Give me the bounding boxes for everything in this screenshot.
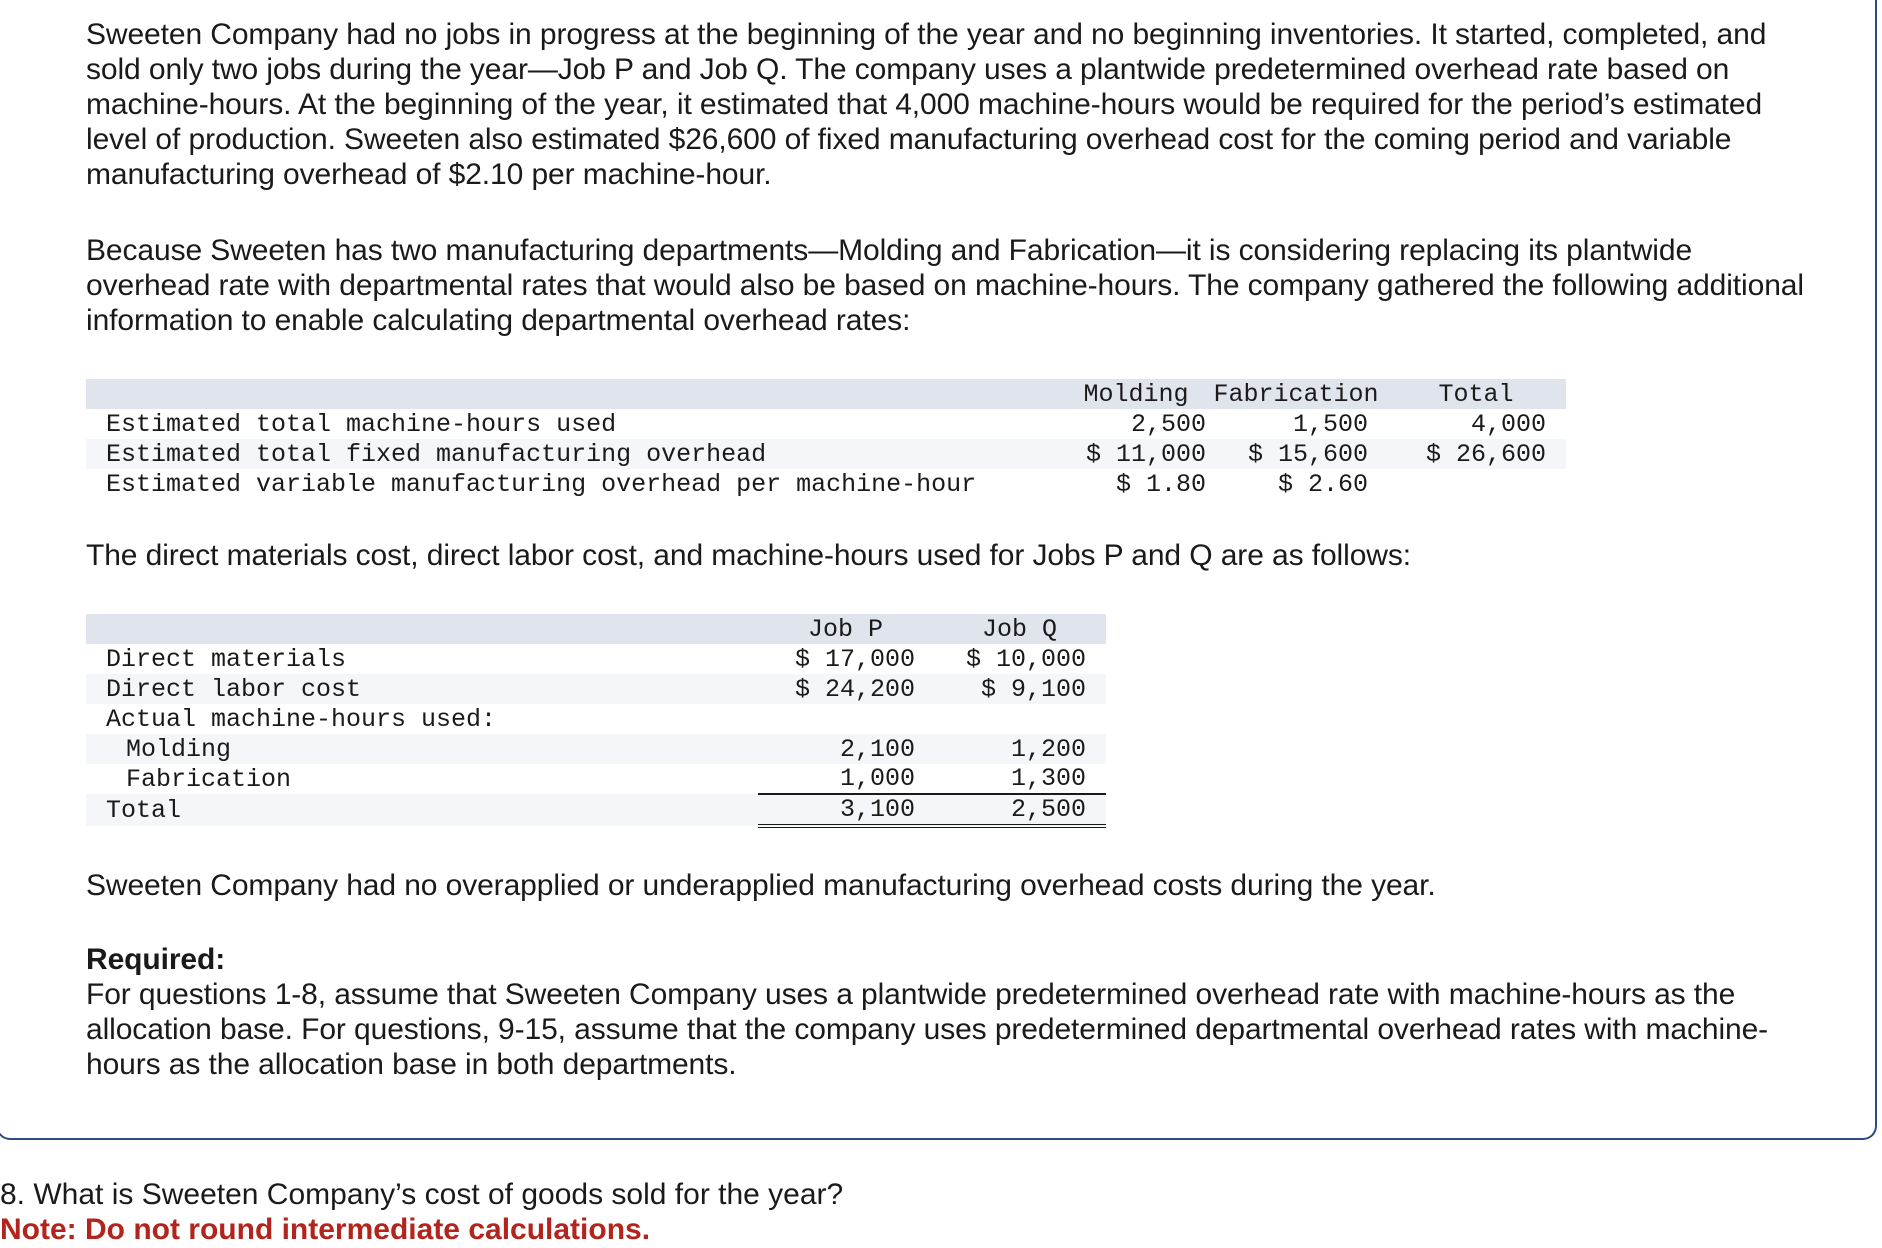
cell-molding: $ 11,000 [1085, 439, 1206, 469]
cell-fabrication: 1,500 [1292, 409, 1368, 439]
table-row [86, 644, 1106, 674]
cell-job-q: 2,500 [933, 794, 1106, 826]
cell-total: 4,000 [1470, 409, 1546, 439]
cell-total [1386, 469, 1566, 499]
required-text: For questions 1-8, assume that Sweeten Company uses a plantwide predetermined overhead rate with machine-hours as the allocation base. For questions, 9-15, assume that the company uses predetermined departmental overhead rates with machine-hours as the allocation base in both departments. [86, 978, 1769, 1081]
cell-job-p: $ 17,000 [794, 644, 915, 674]
cell-job-q: $ 9,100 [980, 674, 1086, 704]
row-label: Direct labor cost [106, 674, 362, 704]
departmental-estimates-table [86, 379, 1566, 499]
row-label: Estimated total machine-hours used [106, 409, 617, 439]
cell-job-p: 3,100 [758, 794, 933, 826]
table-row [86, 734, 1106, 764]
jobs-paragraph: The direct materials cost, direct labor cost, and machine-hours used for Jobs P and Q are as follows: [86, 539, 1411, 572]
question-text: 8. What is Sweeten Company’s cost of goods sold for the year? [0, 1178, 844, 1211]
table-row [86, 439, 1566, 469]
departments-paragraph: Because Sweeten has two manufacturing departments—Molding and Fabrication—it is considering replacing its plantwide overhead rate with departmental rates that would also be based on machine-hours. The company gathered the following additional information to enable calculating departmental overhead rates: [86, 234, 1804, 337]
table-row [86, 469, 1566, 499]
header-job-p: Job P [807, 614, 883, 644]
cell-molding: 2,500 [1130, 409, 1206, 439]
table-row [86, 674, 1106, 704]
cell-fabrication: $ 15,600 [1247, 439, 1368, 469]
intro-paragraph: Sweeten Company had no jobs in progress at the beginning of the year and no beginning inventories. It started, completed, and sold only two jobs during the year—Job P and Job Q. The company uses a plantwide predetermined overhead rate based on machine-hours. At the beginning of the year, it estimated that 4,000 machine-hours would be required for the period’s estimated level of production. Sweeten also estimated $26,600 of fixed manufacturing overhead cost for the coming period and variable manufacturing overhead of $2.10 per machine-hour. [86, 18, 1767, 191]
row-label: Molding [126, 734, 232, 764]
table-row [86, 794, 1106, 826]
cell-job-q: 1,200 [1010, 734, 1086, 764]
cell-job-p: $ 24,200 [794, 674, 915, 704]
row-label: Direct materials [106, 644, 347, 674]
header-molding: Molding [1083, 379, 1189, 409]
cell-job-q: $ 10,000 [965, 644, 1086, 674]
header-job-q: Job Q [981, 614, 1057, 644]
cell-fabrication: $ 2.60 [1277, 469, 1368, 499]
cell-job-p: 2,100 [839, 734, 915, 764]
cell-total: $ 26,600 [1425, 439, 1546, 469]
table-row [86, 704, 1106, 734]
row-label: Total [106, 795, 182, 825]
row-label: Fabrication [126, 764, 292, 794]
question-note: Note: Do not round intermediate calculations. [0, 1213, 651, 1246]
header-total: Total [1438, 379, 1514, 409]
required-heading: Required: [86, 943, 226, 976]
row-label: Estimated variable manufacturing overhead per machine-hour [106, 469, 977, 499]
overhead-paragraph: Sweeten Company had no overapplied or underapplied manufacturing overhead costs during the year. [86, 869, 1436, 902]
cell-molding: $ 1.80 [1115, 469, 1206, 499]
table-row [86, 409, 1566, 439]
table-row [86, 764, 1106, 794]
cell-job-q: 1,300 [933, 764, 1106, 794]
job-cost-table [86, 614, 1106, 828]
row-label: Estimated total fixed manufacturing overhead [106, 439, 767, 469]
row-label: Actual machine-hours used: [106, 704, 497, 734]
required-section [86, 942, 1806, 1082]
header-fabrication: Fabrication [1213, 379, 1379, 409]
table1-header-row [86, 379, 1566, 409]
cell-job-p: 1,000 [758, 764, 933, 794]
table2-header-row [86, 614, 1106, 644]
